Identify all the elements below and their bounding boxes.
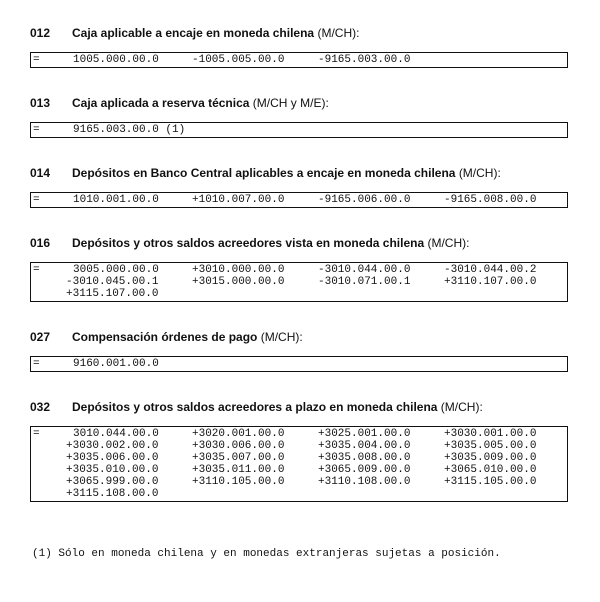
account-code: +3115.105.00.0 [444,476,537,488]
account-code: 1010.001.00.0 [73,194,159,206]
account-code: +3035.006.00.0 [66,452,159,464]
account-code: +3010.000.00.0 [192,264,285,276]
equals-sign: = [33,54,40,66]
account-code: +3030.002.00.0 [66,440,159,452]
section-suffix: (M/CH): [458,166,501,180]
account-code: 3005.000.00.0 [73,264,159,276]
section-heading [30,400,483,414]
section-code: 016 [30,236,51,250]
account-code: +3020.001.00.0 [192,428,285,440]
account-code: +3065.999.00.0 [66,476,159,488]
account-code: +3030.001.00.0 [444,428,537,440]
equals-sign: = [33,264,40,276]
account-code: +3065.010.00.0 [444,464,537,476]
section-code: 012 [30,26,51,40]
footnote: (1) Sólo en moneda chilena y en monedas extranjeras sujetas a posición. [32,548,501,560]
account-code: +3035.005.00.0 [444,440,537,452]
account-code: +3035.008.00.0 [318,452,411,464]
account-code: +3035.010.00.0 [66,464,159,476]
section-code: 032 [30,400,51,414]
section-code: 014 [30,166,51,180]
account-code: +3110.108.00.0 [318,476,411,488]
section-suffix: (M/CH): [317,26,360,40]
account-code: +3015.000.00.0 [192,276,285,288]
section-code: 013 [30,96,51,110]
formula-box [30,426,568,502]
section-title: Depósitos en Banco Central aplicables a encaje en moneda chilena [72,166,456,180]
formula-box [30,192,568,208]
account-code: +3030.006.00.0 [192,440,285,452]
account-code: +3115.107.00.0 [66,288,159,300]
section-suffix: (M/CH): [260,330,303,344]
formula-box [30,52,568,68]
account-code: -3010.045.00.1 [66,276,159,288]
section-heading [30,166,501,180]
account-code: -3010.044.00.2 [444,264,537,276]
account-code: -9165.006.00.0 [318,194,411,206]
account-code: -3010.071.00.1 [318,276,411,288]
formula-box [30,262,568,302]
account-code: 3010.044.00.0 [73,428,159,440]
section-heading [30,330,303,344]
account-code: +3035.007.00.0 [192,452,285,464]
account-code: +3025.001.00.0 [318,428,411,440]
section-title: Depósitos y otros saldos acreedores vista en moneda chilena [72,236,425,250]
section-title: Compensación órdenes de pago [72,330,258,344]
account-code: -3010.044.00.0 [318,264,411,276]
account-code: +3115.108.00.0 [66,488,159,500]
account-code: +3065.009.00.0 [318,464,411,476]
equals-sign: = [33,358,40,370]
formula-box [30,356,568,372]
formula-box [30,122,568,138]
account-code: +3035.011.00.0 [192,464,285,476]
section-title: Caja aplicable a encaje en moneda chilena [72,26,315,40]
account-code: 1005.000.00.0 [73,54,159,66]
account-code: -9165.008.00.0 [444,194,537,206]
account-code: -1005.005.00.0 [192,54,285,66]
account-code: +3035.004.00.0 [318,440,411,452]
account-code: +3035.009.00.0 [444,452,537,464]
section-suffix: (M/CH y M/E): [252,96,329,110]
account-code: -9165.003.00.0 [318,54,411,66]
section-heading [30,96,329,110]
equals-sign: = [33,194,40,206]
section-heading [30,236,469,250]
section-suffix: (M/CH): [427,236,470,250]
section-title: Caja aplicada a reserva técnica [72,96,250,110]
section-suffix: (M/CH): [440,400,483,414]
section-title: Depósitos y otros saldos acreedores a plazo en moneda chilena [72,400,438,414]
account-code: +3110.107.00.0 [444,276,537,288]
equals-sign: = [33,124,40,136]
account-code: 9160.001.00.0 [73,358,159,370]
account-code: 9165.003.00.0 (1) [73,124,186,136]
account-code: +1010.007.00.0 [192,194,285,206]
equals-sign: = [33,428,40,440]
account-code: +3110.105.00.0 [192,476,285,488]
section-code: 027 [30,330,51,344]
section-heading [30,26,359,40]
